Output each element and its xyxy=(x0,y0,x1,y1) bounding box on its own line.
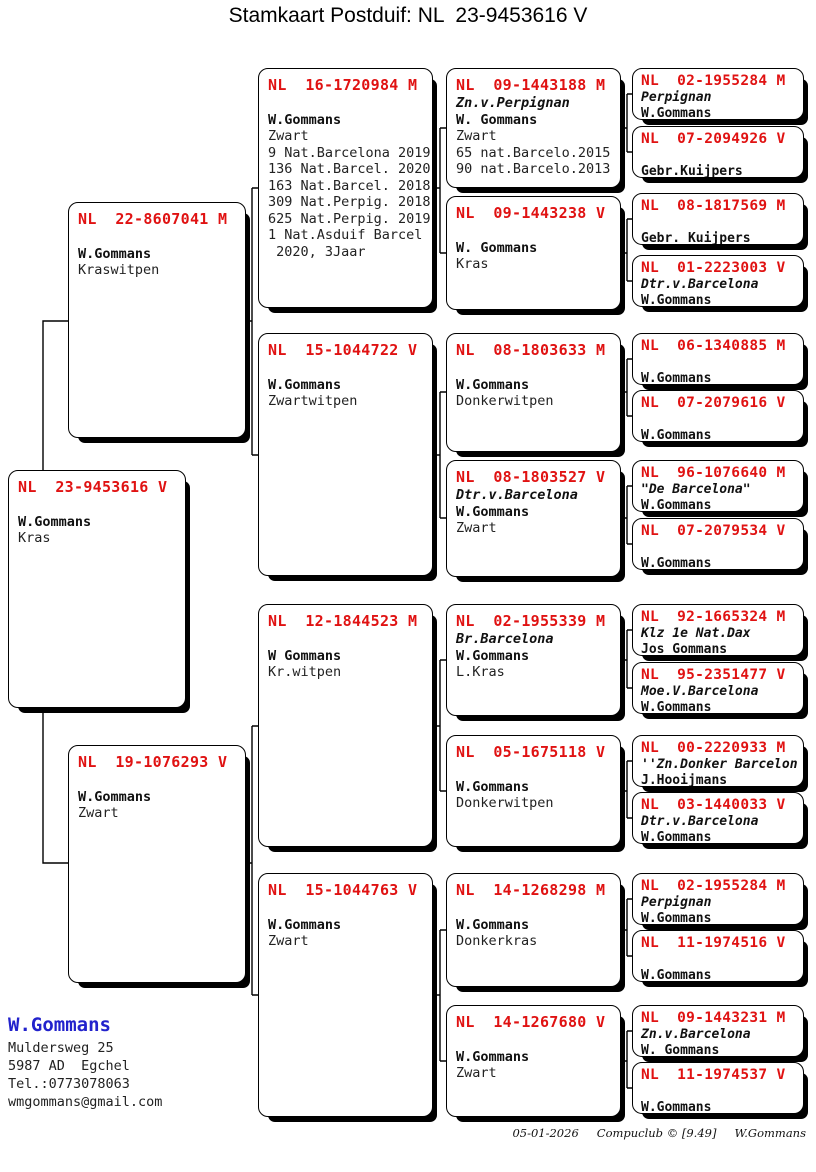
pedigree-box-gen5-3 xyxy=(632,255,804,307)
owner-name: W.Gommans xyxy=(641,967,712,982)
pigeon-nickname xyxy=(268,631,423,648)
pigeon-nickname xyxy=(268,95,423,112)
owner-name: W.Gommans xyxy=(456,1048,530,1065)
owner-name: Jos Gommans xyxy=(641,641,728,656)
ring-number: NL 12-1844523 M xyxy=(268,612,418,630)
ring-number: NL 95-2351477 V xyxy=(641,667,786,683)
ring-number: NL 02-1955339 M xyxy=(456,612,606,630)
owner-name: W.Gommans xyxy=(456,778,530,795)
owner-name: W.Gommans xyxy=(641,292,712,307)
pedigree-box-gen5-2 xyxy=(632,193,804,245)
pigeon-detail: Donkerwitpen xyxy=(456,795,554,811)
owner-name: W.Gommans xyxy=(456,503,530,520)
owner-name: W.Gommans xyxy=(268,376,342,393)
owner-name: W.Gommans xyxy=(78,788,152,805)
owner-name: W.Gommans xyxy=(641,427,712,442)
pigeon-detail: Zwart xyxy=(456,520,497,536)
owner-name: W.Gommans xyxy=(641,105,712,120)
race-result: 9 Nat.Barcelona 2019 xyxy=(268,144,431,161)
pedigree-box-gen5-0 xyxy=(632,68,804,120)
ring-number: NL 23-9453616 V xyxy=(18,478,168,496)
race-result: 65 nat.Barcelo.2015 xyxy=(456,144,611,161)
pedigree-box-gen3-3 xyxy=(258,873,433,1117)
pedigree-box-subject xyxy=(8,470,186,708)
race-result: 625 Nat.Perpig. 2019 xyxy=(268,210,431,227)
fancier-phone: Tel.:0773078063 xyxy=(8,1076,130,1092)
pigeon-nickname xyxy=(78,772,236,789)
pigeon-detail: Zwartwitpen xyxy=(268,393,358,409)
pigeon-nickname: "De Barcelona" xyxy=(641,482,751,497)
ring-number: NL 09-1443238 V xyxy=(456,204,606,222)
owner-name: W.Gommans xyxy=(18,513,92,530)
pigeon-nickname xyxy=(18,497,176,514)
pigeon-nickname xyxy=(641,215,795,231)
ring-number: NL 15-1044722 V xyxy=(268,341,418,359)
race-result: 1 Nat.Asduif Barcel xyxy=(268,227,423,243)
pedigree-box-gen5-14 xyxy=(632,1005,804,1057)
software-version: Compuclub © [9.49] xyxy=(596,1126,717,1140)
ring-number: NL 02-1955284 M xyxy=(641,73,786,89)
pigeon-nickname xyxy=(641,540,795,556)
ring-number: NL 11-1974537 V xyxy=(641,1067,786,1083)
owner-name: W.Gommans xyxy=(456,916,530,933)
owner-name: W. Gommans xyxy=(456,111,538,128)
software-user: W.Gommans xyxy=(734,1126,806,1140)
pigeon-nickname xyxy=(268,360,423,377)
pedigree-box-gen3-2 xyxy=(258,604,433,847)
owner-name: W.Gommans xyxy=(456,647,530,664)
pigeon-nickname xyxy=(456,223,611,240)
pigeon-nickname xyxy=(641,355,795,371)
owner-name: W Gommans xyxy=(268,647,342,664)
pigeon-detail: L.Kras xyxy=(456,664,505,680)
ring-number: NL 07-2079534 V xyxy=(641,523,786,539)
pigeon-nickname xyxy=(641,1084,795,1100)
pigeon-nickname: Dtr.v.Barcelona xyxy=(456,487,578,503)
pigeon-nickname: Perpignan xyxy=(641,90,712,105)
owner-name: W.Gommans xyxy=(641,497,712,512)
pigeon-nickname xyxy=(456,1032,611,1049)
race-result: 163 Nat.Barcel. 2018 xyxy=(268,177,431,194)
ring-number: NL 08-1803527 V xyxy=(456,468,606,486)
owner-name: Gebr. Kuijpers xyxy=(641,230,751,245)
pigeon-nickname xyxy=(456,360,611,377)
pedigree-box-gen4-0 xyxy=(446,68,621,188)
pigeon-nickname: Perpignan xyxy=(641,895,712,910)
pigeon-detail: Donkerwitpen xyxy=(456,393,554,409)
print-date: 05-01-2026 xyxy=(512,1126,579,1140)
pigeon-detail: Kraswitpen xyxy=(78,262,160,278)
pedigree-box-gen3-0 xyxy=(258,68,433,308)
race-result: 2020, 3Jaar xyxy=(268,243,366,260)
pedigree-box-gen4-7 xyxy=(446,1005,621,1117)
ring-number: NL 11-1974516 V xyxy=(641,935,786,951)
ring-number: NL 19-1076293 V xyxy=(78,753,228,771)
pigeon-nickname: ''Zn.Donker Barcelon xyxy=(641,757,798,772)
ring-number: NL 02-1955284 M xyxy=(641,878,786,894)
pedigree-box-gen5-12 xyxy=(632,873,804,925)
pedigree-box-gen4-3 xyxy=(446,460,621,577)
pigeon-detail: Kras xyxy=(456,256,489,272)
pigeon-nickname: Zn.v.Perpignan xyxy=(456,95,570,111)
pigeon-nickname xyxy=(641,952,795,968)
pedigree-box-gen4-2 xyxy=(446,333,621,452)
pedigree-box-gen5-7 xyxy=(632,518,804,570)
ring-number: NL 08-1817569 M xyxy=(641,198,786,214)
fancier-name: W.Gommans xyxy=(8,1014,111,1036)
pedigree-box-gen4-1 xyxy=(446,196,621,310)
ring-number: NL 00-2220933 M xyxy=(641,740,786,756)
pedigree-box-gen5-6 xyxy=(632,460,804,512)
owner-name: W.Gommans xyxy=(641,555,712,570)
pigeon-detail: Kr.witpen xyxy=(268,664,342,680)
pedigree-box-father xyxy=(68,202,246,438)
fancier-contact-block xyxy=(8,1012,162,1111)
pedigree-box-gen4-5 xyxy=(446,735,621,847)
pedigree-box-mother xyxy=(68,745,246,983)
pigeon-nickname: Zn.v.Barcelona xyxy=(641,1027,751,1042)
pedigree-box-gen5-8 xyxy=(632,604,804,656)
pigeon-detail: Zwart xyxy=(456,128,497,144)
pedigree-box-gen5-15 xyxy=(632,1062,804,1114)
pigeon-nickname: Br.Barcelona xyxy=(456,631,554,647)
owner-name: W.Gommans xyxy=(268,916,342,933)
pigeon-nickname xyxy=(641,412,795,428)
pigeon-nickname xyxy=(456,900,611,917)
pigeon-nickname: Dtr.v.Barcelona xyxy=(641,814,759,829)
pigeon-detail: Zwart xyxy=(78,805,119,821)
pigeon-detail: Zwart xyxy=(268,128,309,144)
owner-name: W.Gommans xyxy=(641,1099,712,1114)
pigeon-nickname xyxy=(641,148,795,164)
ring-number: NL 09-1443231 M xyxy=(641,1010,786,1026)
pigeon-detail: Zwart xyxy=(456,1065,497,1081)
ring-number: NL 14-1268298 M xyxy=(456,881,606,899)
ring-number: NL 08-1803633 M xyxy=(456,341,606,359)
pedigree-box-gen5-1 xyxy=(632,126,804,178)
page-title: Stamkaart Postduif: NL 23-9453616 V xyxy=(228,4,588,27)
owner-name: W. Gommans xyxy=(456,239,538,256)
pigeon-nickname xyxy=(456,762,611,779)
owner-name: W.Gommans xyxy=(641,370,712,385)
owner-name: W.Gommans xyxy=(641,699,712,714)
owner-name: Gebr.Kuijpers xyxy=(641,163,743,178)
ring-number: NL 01-2223003 V xyxy=(641,260,786,276)
pedigree-box-gen5-13 xyxy=(632,930,804,982)
ring-number: NL 07-2094926 V xyxy=(641,131,786,147)
pigeon-detail: Kras xyxy=(18,530,51,546)
fancier-street: Muldersweg 25 xyxy=(8,1040,114,1056)
pedigree-box-gen5-11 xyxy=(632,792,804,844)
ring-number: NL 15-1044763 V xyxy=(268,881,418,899)
pedigree-box-gen5-5 xyxy=(632,390,804,442)
pigeon-nickname: Dtr.v.Barcelona xyxy=(641,277,759,292)
pigeon-detail: Donkerkras xyxy=(456,933,538,949)
ring-number: NL 06-1340885 M xyxy=(641,338,786,354)
owner-name: W.Gommans xyxy=(456,376,530,393)
pigeon-detail: Zwart xyxy=(268,933,309,949)
owner-name: W.Gommans xyxy=(641,910,712,925)
ring-number: NL 92-1665324 M xyxy=(641,609,786,625)
ring-number: NL 16-1720984 M xyxy=(268,76,418,94)
pedigree-box-gen5-4 xyxy=(632,333,804,385)
race-result: 309 Nat.Perpig. 2018 xyxy=(268,194,431,210)
owner-name: W.Gommans xyxy=(641,829,712,844)
pedigree-box-gen3-1 xyxy=(258,333,433,576)
ring-number: NL 22-8607041 M xyxy=(78,210,228,228)
ring-number: NL 14-1267680 V xyxy=(456,1013,606,1031)
race-result: 90 nat.Barcelo.2013 xyxy=(456,161,611,177)
pigeon-nickname: Klz 1e Nat.Dax xyxy=(641,626,751,641)
pedigree-box-gen5-9 xyxy=(632,662,804,714)
ring-number: NL 09-1443188 M xyxy=(456,76,606,94)
race-result: 136 Nat.Barcel. 2020 xyxy=(268,161,431,177)
owner-name: W. Gommans xyxy=(641,1042,720,1057)
ring-number: NL 07-2079616 V xyxy=(641,395,786,411)
owner-name: J.Hooijmans xyxy=(641,772,728,787)
pigeon-nickname: Moe.V.Barcelona xyxy=(641,684,759,699)
pigeon-nickname xyxy=(78,229,236,246)
ring-number: NL 05-1675118 V xyxy=(456,743,606,761)
pedigree-box-gen5-10 xyxy=(632,735,804,787)
pedigree-box-gen4-6 xyxy=(446,873,621,987)
pigeon-nickname xyxy=(268,900,423,917)
ring-number: NL 96-1076640 M xyxy=(641,465,786,481)
ring-number: NL 03-1440033 V xyxy=(641,797,786,813)
fancier-city: 5987 AD Egchel xyxy=(8,1058,130,1074)
print-info xyxy=(512,1126,806,1140)
owner-name: W.Gommans xyxy=(78,245,152,262)
pedigree-box-gen4-4 xyxy=(446,604,621,716)
fancier-email: wmgommans@gmail.com xyxy=(8,1094,163,1110)
owner-name: W.Gommans xyxy=(268,111,342,128)
